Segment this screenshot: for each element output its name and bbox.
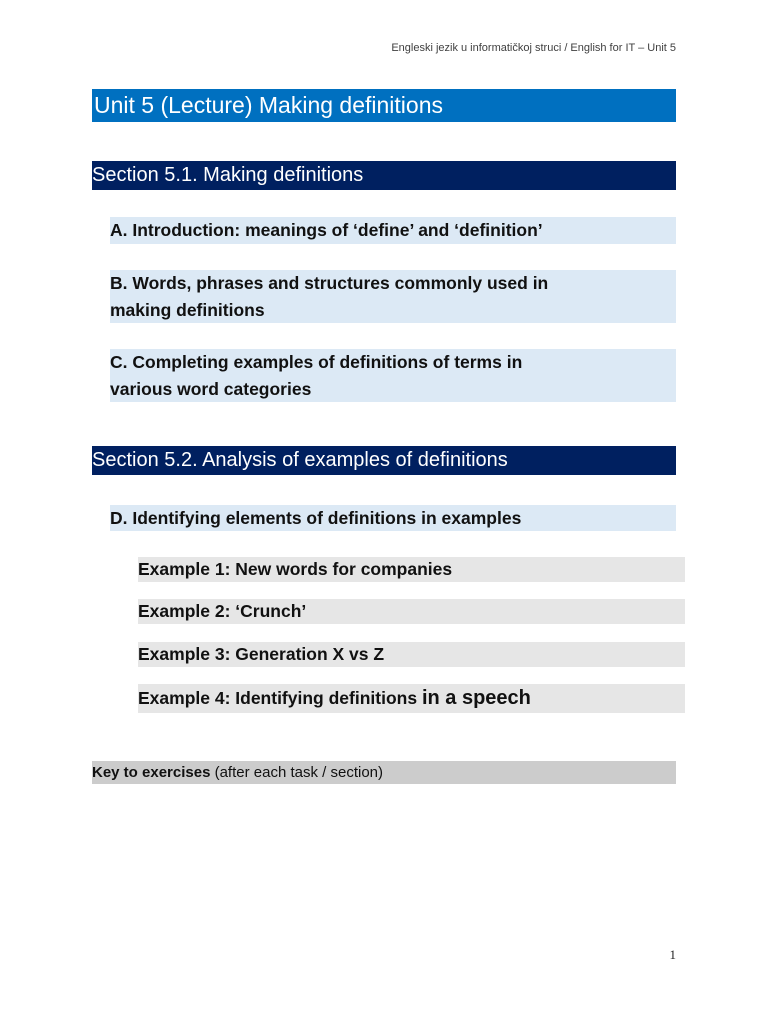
subsection-d-heading: D. Identifying elements of definitions in examples <box>110 505 676 531</box>
unit-title: Unit 5 (Lecture) Making definitions <box>92 89 676 122</box>
section-5-1-heading: Section 5.1. Making definitions <box>92 161 676 190</box>
example-1-heading: Example 1: New words for companies <box>138 557 685 582</box>
example-2-heading: Example 2: ‘Crunch’ <box>138 599 685 624</box>
subsection-c-line-1: C. Completing examples of definitions of terms in <box>110 352 523 372</box>
subsection-a-heading: A. Introduction: meanings of ‘define’ and ‘definition’ <box>110 217 676 244</box>
page-number: 1 <box>669 947 676 962</box>
key-to-exercises <box>92 761 676 784</box>
subsection-b-line-1: B. Words, phrases and structures commonly used in <box>110 273 549 293</box>
subsection-b-heading <box>110 270 676 323</box>
subsection-c-heading <box>110 349 676 402</box>
subsection-c-line-2: various word categories <box>110 378 312 399</box>
example-4-heading <box>138 684 685 713</box>
key-note: (after each task / section) <box>210 764 383 781</box>
key-label: Key to exercises <box>92 764 211 781</box>
subsection-b-line-2: making definitions <box>110 299 265 320</box>
running-header: Engleski jezik u informatičkoj struci / English for IT – Unit 5 <box>391 42 676 54</box>
example-3-heading: Example 3: Generation X vs Z <box>138 642 685 667</box>
example-4-tail-text: in a speech <box>421 687 531 709</box>
example-4-main-text: Example 4: Identifying definitions <box>138 688 422 708</box>
section-5-2-heading: Section 5.2. Analysis of examples of definitions <box>92 446 676 475</box>
